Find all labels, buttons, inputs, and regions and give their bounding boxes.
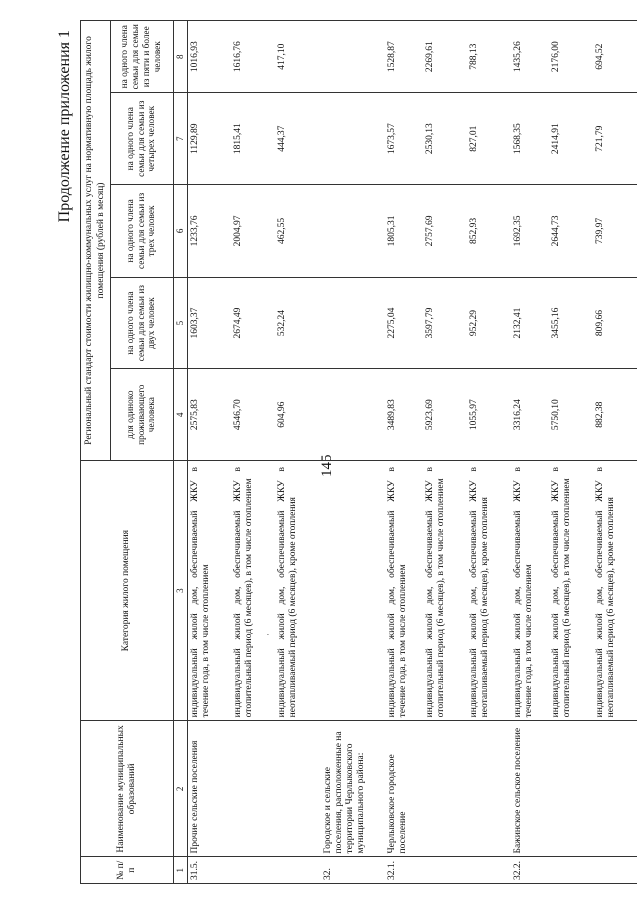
header-sub-five: на одного члена семьи для семьи из пяти и более человек	[111, 21, 174, 93]
table-row	[549, 21, 593, 884]
row-value-single: 3489,83	[385, 369, 423, 461]
row-municipality	[467, 721, 511, 857]
row-value-two: 3597,79	[423, 277, 467, 369]
table-row	[511, 21, 549, 884]
table-row	[231, 21, 275, 884]
row-value-four: 1568,35	[511, 93, 549, 185]
header-category: Категория жилого помещения	[81, 461, 174, 721]
row-municipality	[423, 721, 467, 857]
row-value-three: 462,55	[275, 185, 321, 278]
table-body	[187, 21, 637, 884]
row-category: индивидуальный жилой дом, обеспечиваемый ЖКУ в течение года, в том числе отоплением	[187, 461, 231, 721]
row-category: индивидуальный жилой дом, обеспечиваемый ЖКУ в отопительный период (6 месяцев), в том числе отоплением	[231, 461, 275, 721]
header-standard: Региональный стандарт стоимости жилищно-коммунальных услуг на нормативную площадь жилого помещения (рублей в месяц)	[81, 21, 111, 461]
row-value-three: 1233,76	[187, 185, 231, 278]
row-municipality: Городское и сельские поселения, расположенные на территории Черлыковского муниципального района:	[321, 721, 385, 857]
row-value-five: 788,13	[467, 21, 511, 93]
row-value-four: 444,37	[275, 93, 321, 185]
header-sub-four: на одного члена семьи для семьи из четырех человек	[111, 93, 174, 185]
row-value-five: 2176,00	[549, 21, 593, 93]
row-number	[467, 857, 511, 884]
row-value-three: 2757,69	[423, 185, 467, 278]
header-number: № п/п	[81, 857, 174, 884]
table-row	[275, 21, 321, 884]
row-category: индивидуальный жилой дом, обеспечиваемый ЖКУ в отопительный период (6 месяцев), в том числе отоплением	[423, 461, 467, 721]
footer-mark: ·	[263, 633, 273, 636]
row-value-three: 1805,31	[385, 185, 423, 278]
row-value-five: 1435,26	[511, 21, 549, 93]
row-value-five: 694,52	[593, 21, 637, 93]
row-number	[231, 857, 275, 884]
row-municipality	[275, 721, 321, 857]
table-row	[385, 21, 423, 884]
table-row	[187, 21, 231, 884]
row-value-two: 2674,49	[231, 277, 275, 369]
row-value-single: 2575,83	[187, 369, 231, 461]
row-number: 32.1.	[385, 857, 423, 884]
table-row	[467, 21, 511, 884]
row-value-four: 721,79	[593, 93, 637, 185]
row-value-single: 882,38	[593, 369, 637, 461]
row-value-two: 2275,04	[385, 277, 423, 369]
table-row	[423, 21, 467, 884]
row-category: индивидуальный жилой дом, обеспечиваемый ЖКУ в неотапливаемый период (6 месяцев), кроме отопления	[593, 461, 637, 721]
row-number: 31.5.	[187, 857, 231, 884]
row-value-five: 1528,87	[385, 21, 423, 93]
row-municipality: Бажинское сельское поселение	[511, 721, 549, 857]
header-sub-three: на одного члена семьи для семьи из трех человек	[111, 185, 174, 278]
row-municipality	[593, 721, 637, 857]
row-value-four: 2414,91	[549, 93, 593, 185]
table-row	[321, 21, 385, 884]
row-value-two: 1603,37	[187, 277, 231, 369]
row-value-four: 1815,41	[231, 93, 275, 185]
row-number	[423, 857, 467, 884]
colnum-6: 6	[174, 185, 188, 278]
row-category: индивидуальный жилой дом, обеспечиваемый ЖКУ в отопительный период (6 месяцев), в том числе отоплением	[549, 461, 593, 721]
header-sub-two: на одного члена семьи для семьи из двух человек	[111, 277, 174, 369]
row-value-single: 3316,24	[511, 369, 549, 461]
row-municipality: Черлыковское городское поселение	[385, 721, 423, 857]
row-number: 32.2.	[511, 857, 549, 884]
row-number	[549, 857, 593, 884]
row-category: индивидуальный жилой дом, обеспечиваемый ЖКУ в неотапливаемый период (6 месяцев), кроме отопления	[467, 461, 511, 721]
row-value-four: 2530,13	[423, 93, 467, 185]
row-value-single	[321, 369, 385, 461]
table-row	[593, 21, 637, 884]
row-value-five: 1016,93	[187, 21, 231, 93]
row-value-three: 852,93	[467, 185, 511, 278]
row-category	[321, 461, 385, 721]
row-value-three: 2644,73	[549, 185, 593, 278]
colnum-5: 5	[174, 277, 188, 369]
row-value-five: 1616,76	[231, 21, 275, 93]
standards-table	[80, 20, 637, 884]
row-value-three	[321, 185, 385, 278]
row-value-two: 3455,16	[549, 277, 593, 369]
row-value-two	[321, 277, 385, 369]
colnum-7: 7	[174, 93, 188, 185]
row-number	[275, 857, 321, 884]
row-value-single: 604,96	[275, 369, 321, 461]
row-value-two: 2132,41	[511, 277, 549, 369]
row-number	[593, 857, 637, 884]
row-value-four: 1129,89	[187, 93, 231, 185]
row-value-five	[321, 21, 385, 93]
row-value-five: 2269,61	[423, 21, 467, 93]
row-municipality: Прочие сельские поселения	[187, 721, 231, 857]
row-value-two: 532,24	[275, 277, 321, 369]
row-category: индивидуальный жилой дом, обеспечиваемый ЖКУ в течение года, в том числе отоплением	[511, 461, 549, 721]
row-value-single: 4546,70	[231, 369, 275, 461]
row-municipality	[549, 721, 593, 857]
row-value-single: 5750,10	[549, 369, 593, 461]
row-value-three: 739,97	[593, 185, 637, 278]
row-number: 32.	[321, 857, 385, 884]
colnum-3: 3	[174, 461, 188, 721]
row-value-three: 1692,35	[511, 185, 549, 278]
header-municipality: Наименование муниципальных образований	[81, 721, 174, 857]
colnum-1: 1	[174, 857, 188, 884]
colnum-4: 4	[174, 369, 188, 461]
header-sub-single: для одиноко проживающего человека	[111, 369, 174, 461]
colnum-8: 8	[174, 21, 188, 93]
continuation-title: Продолжение приложения 1	[56, 30, 73, 223]
row-value-four	[321, 93, 385, 185]
page-number: 145	[319, 454, 335, 478]
row-value-two: 952,29	[467, 277, 511, 369]
row-value-four: 1673,57	[385, 93, 423, 185]
row-value-two: 809,66	[593, 277, 637, 369]
row-value-five: 417,10	[275, 21, 321, 93]
row-value-three: 2004,97	[231, 185, 275, 278]
row-category: индивидуальный жилой дом, обеспечиваемый ЖКУ в неотапливаемый период (6 месяцев), кроме отопления	[275, 461, 321, 721]
colnum-2: 2	[174, 721, 188, 857]
row-category: индивидуальный жилой дом, обеспечиваемый ЖКУ в течение года, в том числе отоплением	[385, 461, 423, 721]
row-municipality	[231, 721, 275, 857]
row-value-single: 1055,97	[467, 369, 511, 461]
row-value-four: 827,01	[467, 93, 511, 185]
row-value-single: 5923,69	[423, 369, 467, 461]
